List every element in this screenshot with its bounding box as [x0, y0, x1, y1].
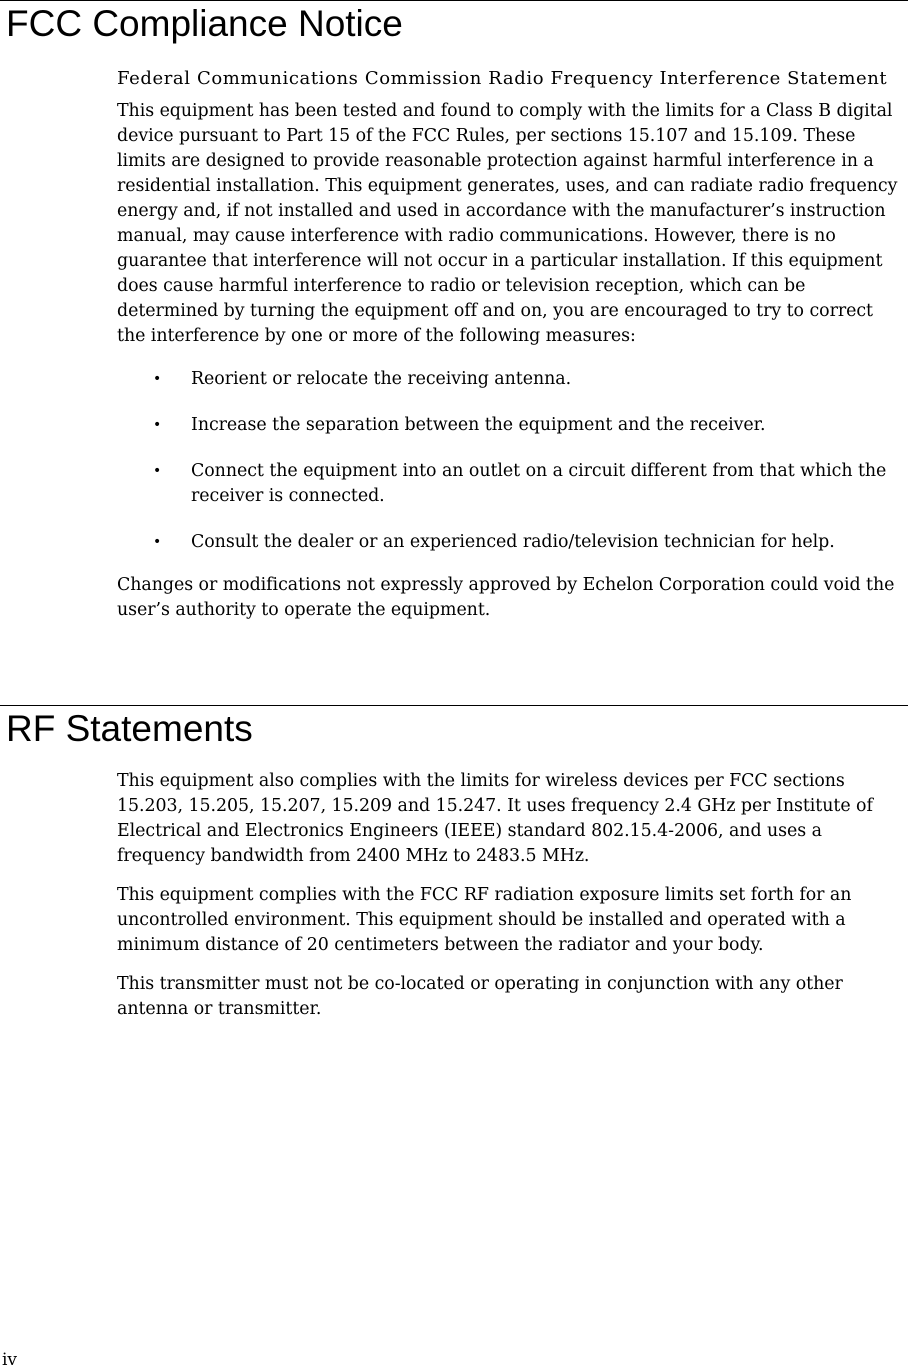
- section-divider: [0, 0, 908, 1]
- list-item: [117, 459, 901, 509]
- list-item-text: Consult the dealer or an experienced radio/television technician for help.: [191, 532, 835, 552]
- page-number: iv: [2, 1350, 18, 1370]
- fcc-section-body: [117, 66, 901, 623]
- list-item-text: Reorient or relocate the receiving antenna.: [191, 369, 572, 389]
- fcc-measures-list: [117, 367, 901, 555]
- fcc-paragraph: This equipment has been tested and found to comply with the limits for a Class B digital device pursuant to Part 15 of the FCC Rules, per sections 15.107 and 15.109. These limits are designed to provide reasonable protection against harmful interference in a residential installation. This equipment generates, uses, and can radiate radio frequency energy and, if not installed and used in accordance with the manufacturer’s instruction manual, may cause interference with radio communications. However, there is no guarantee that interference will not occur in a particular installation. If this equipment does cause harmful interference to radio or television reception, which can be determined by turning the equipment off and on, you are encouraged to try to correct the interference by one or more of the following measures:: [117, 101, 898, 346]
- list-item: [117, 530, 901, 555]
- rf-section-body: [117, 769, 901, 1022]
- bullet-icon: •: [153, 534, 162, 550]
- rf-paragraph: This equipment also complies with the limits for wireless devices per FCC sections 15.203, 15.205, 15.207, 15.209 and 15.247. It uses frequency 2.4 GHz per Institute of Electrical and Electronics Engineers (IEEE) standard 802.15.4-2006, and uses a frequency bandwidth from 2400 MHz to 2483.5 MHz.: [117, 771, 873, 866]
- list-item: [117, 367, 901, 392]
- bullet-icon: •: [153, 371, 162, 387]
- list-item-text: Connect the equipment into an outlet on a circuit different from that which the receiver is connected.: [191, 461, 887, 506]
- bullet-icon: •: [153, 417, 162, 433]
- bullet-icon: •: [153, 463, 162, 479]
- fcc-section-title: FCC Compliance Notice: [6, 3, 403, 44]
- rf-paragraph: This transmitter must not be co-located or operating in conjunction with any other antenna or transmitter.: [117, 974, 843, 1019]
- fcc-paragraph: Changes or modifications not expressly approved by Echelon Corporation could void the user’s authority to operate the equipment.: [117, 575, 895, 620]
- list-item: [117, 413, 901, 438]
- section-divider: [0, 705, 908, 706]
- rf-paragraph: This equipment complies with the FCC RF radiation exposure limits set forth for an uncontrolled environment. This equipment should be installed and operated with a minimum distance of 20 centimeters between the radiator and your body.: [117, 885, 852, 955]
- fcc-subtitle: Federal Communications Commission Radio Frequency Interference Statement: [117, 68, 888, 89]
- rf-section-title: RF Statements: [6, 708, 253, 749]
- list-item-text: Increase the separation between the equipment and the receiver.: [191, 415, 766, 435]
